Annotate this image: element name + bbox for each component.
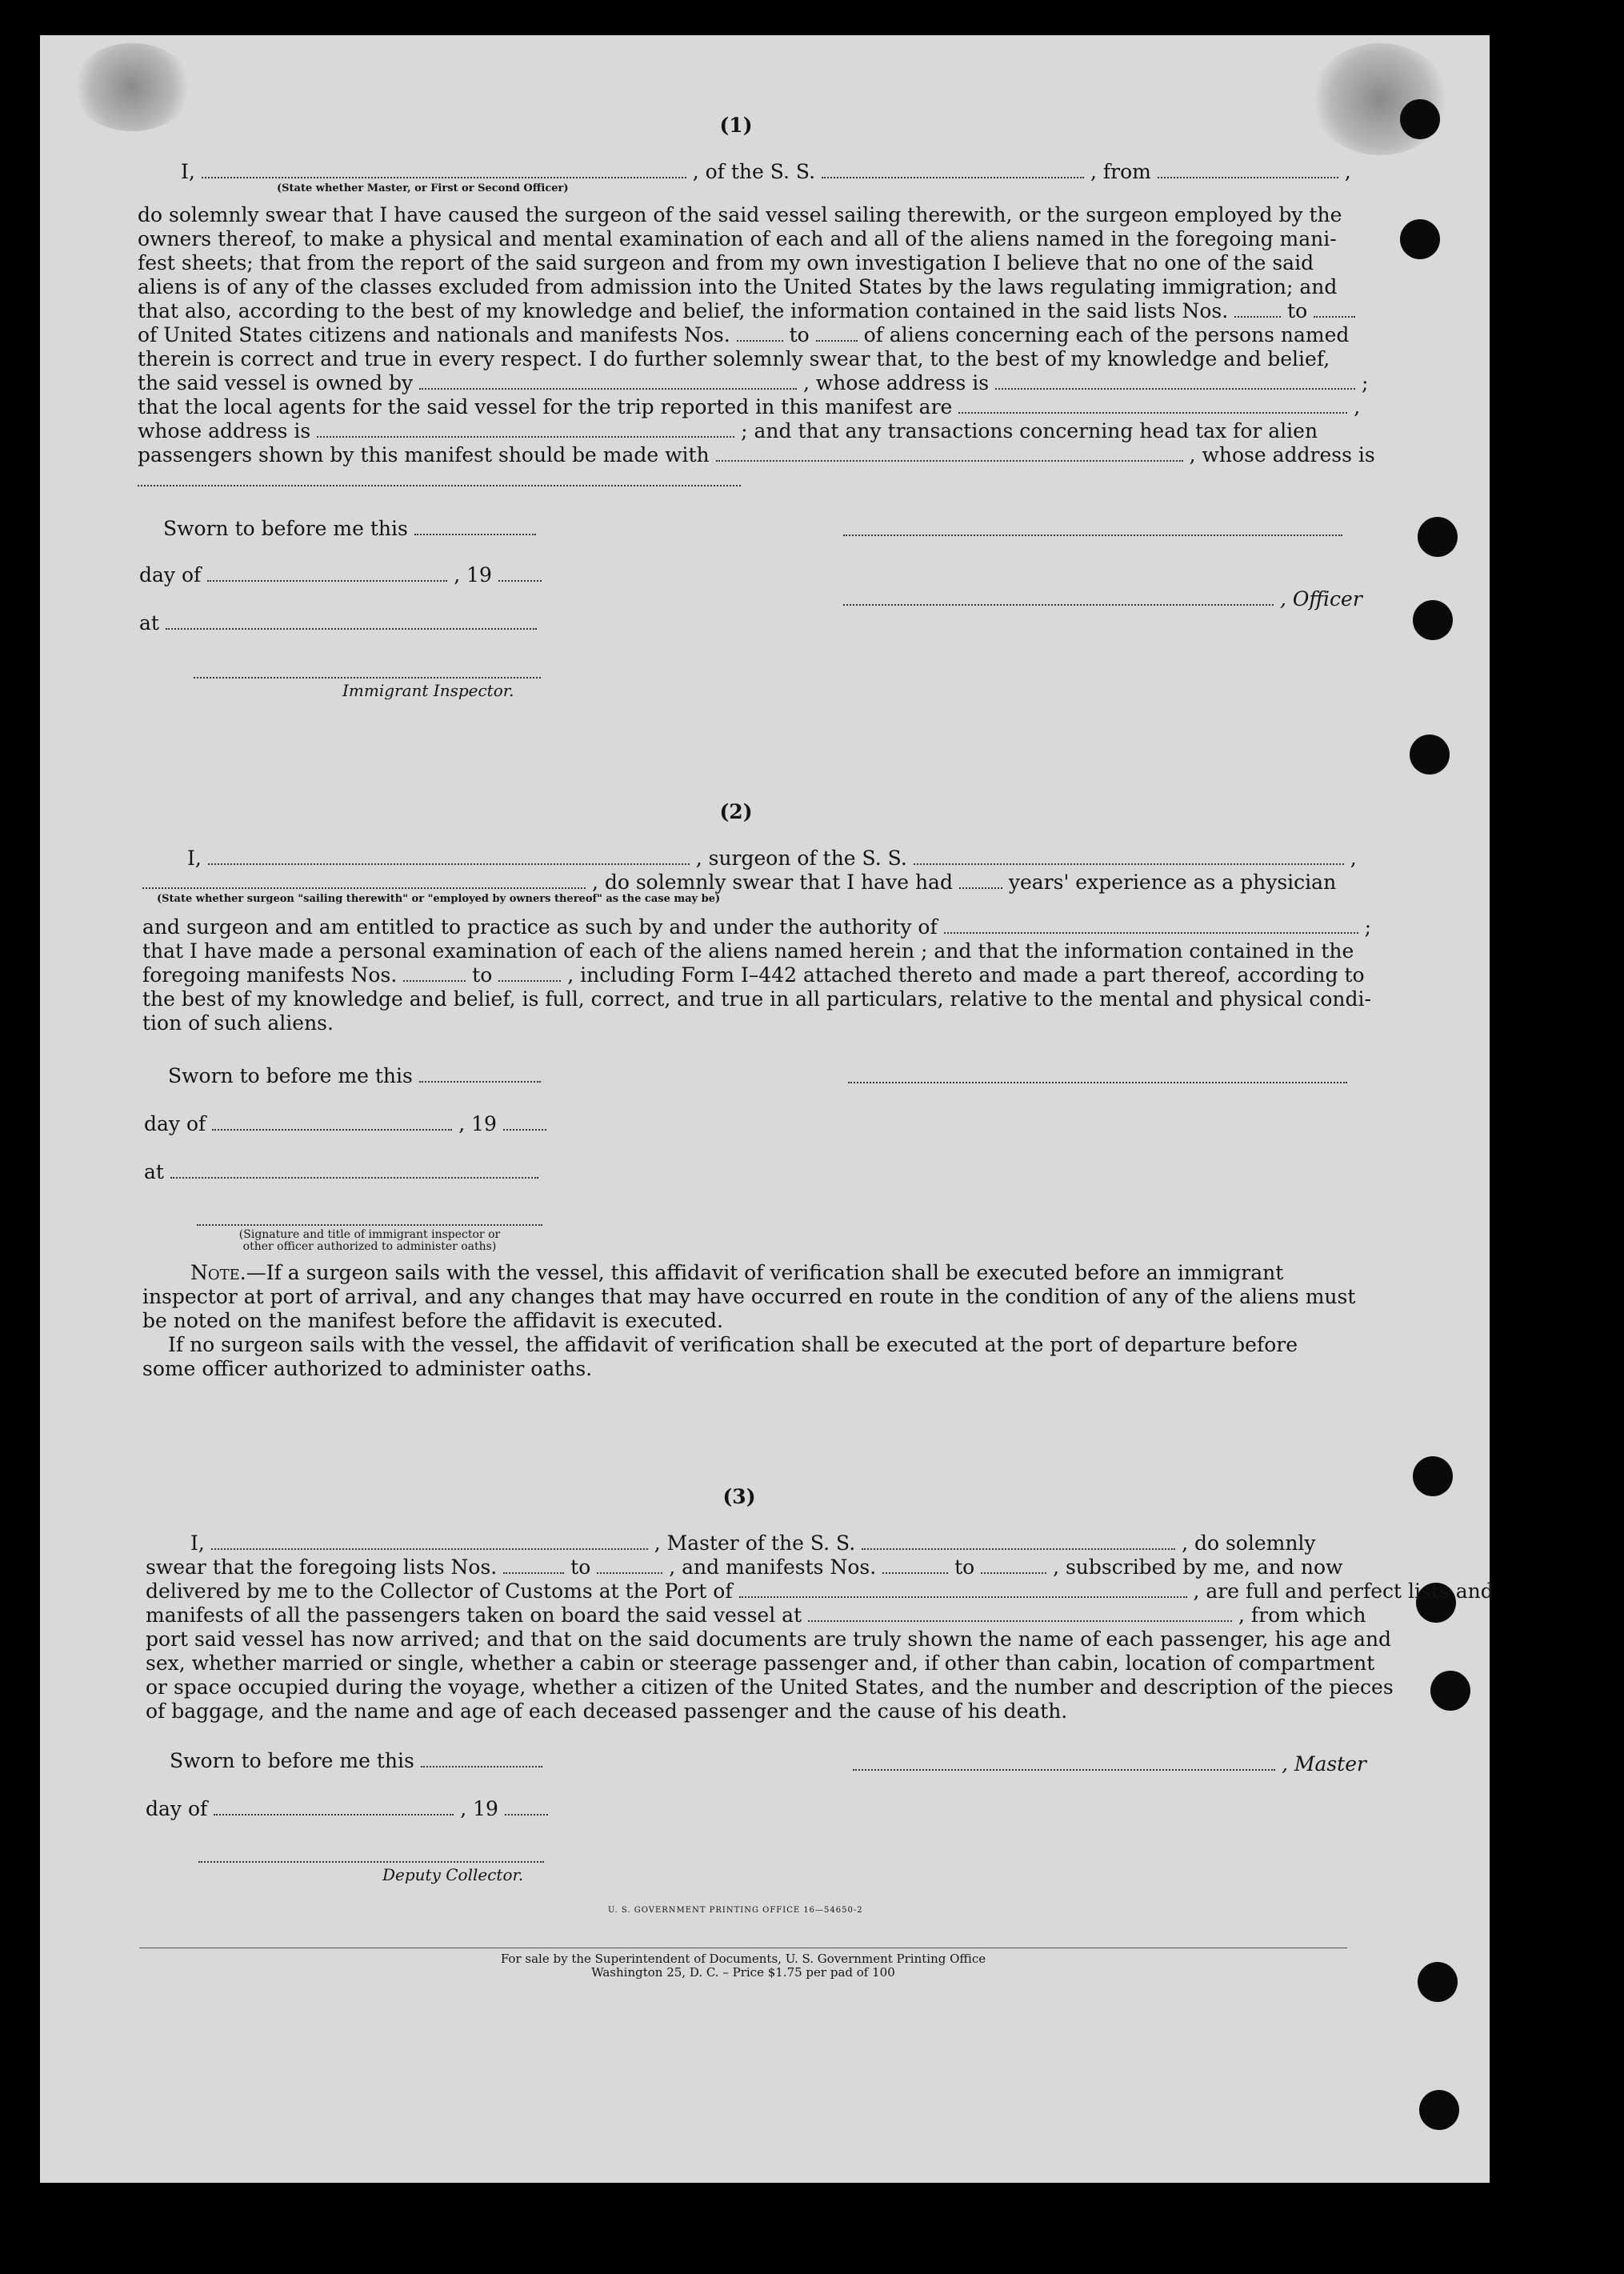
surgeon-signature-blank[interactable] — [848, 1082, 1347, 1083]
note-paragraph: inspector at port of arrival, and any changes that may have occurred en route in the condition of any of the aliens must — [142, 1285, 1356, 1308]
master-caption: , Master — [1281, 1752, 1366, 1776]
collector-caption: Deputy Collector. — [382, 1865, 524, 1884]
label: I, — [190, 1531, 205, 1555]
manifest-number-blank[interactable] — [498, 975, 561, 982]
officer-name-blank[interactable] — [202, 172, 686, 178]
paragraph-line: do solemnly swear that I have caused the surgeon of the said vessel sailing therewith, or the surgeon employed by the — [138, 203, 1342, 226]
list-number-blank[interactable] — [1234, 311, 1281, 318]
at-line — [139, 611, 537, 635]
ship-name-blank[interactable] — [862, 1543, 1175, 1550]
officer-signature-blank[interactable] — [843, 534, 1342, 536]
label: , do solemnly — [1182, 1531, 1316, 1555]
oath-line-1 — [181, 160, 1351, 184]
label: , from which — [1238, 1603, 1366, 1627]
master-signature-blank[interactable] — [853, 1764, 1275, 1771]
place-blank[interactable] — [170, 1172, 538, 1179]
sworn-label — [163, 517, 536, 541]
label: to — [472, 963, 493, 987]
list-number-blank[interactable] — [1314, 311, 1355, 318]
punch-hole — [1418, 1962, 1458, 2002]
paragraph-line: owners thereof, to make a physical and mental examination of each and all of the aliens named in the foregoing mani- — [138, 227, 1337, 250]
paragraph-line — [146, 1579, 1494, 1603]
signature-hint: other officer authorized to administer oaths) — [242, 1240, 497, 1253]
inspector-signature-blank[interactable] — [197, 1224, 542, 1226]
owner-address-blank[interactable] — [995, 383, 1355, 390]
section-number: (2) — [719, 800, 753, 823]
label: , whose address is — [1189, 443, 1375, 466]
paragraph-line — [142, 915, 1371, 939]
label: , including Form I–442 attached thereto and made a part thereof, according to — [567, 963, 1365, 987]
manifest-number-blank[interactable] — [403, 975, 466, 982]
year-blank[interactable] — [503, 1124, 546, 1131]
year-blank[interactable] — [498, 575, 542, 582]
punch-hole — [1400, 99, 1440, 139]
paragraph-line: tion of such aliens. — [142, 1011, 334, 1035]
label: —If a surgeon sails with the vessel, this affidavit of verification shall be executed before an immigrant — [246, 1261, 1284, 1284]
corner-stamp-right — [1312, 43, 1448, 155]
agents-blank[interactable] — [958, 407, 1347, 414]
section-number: (1) — [719, 114, 753, 137]
corner-stamp-left — [72, 43, 192, 131]
paragraph-line: aliens is of any of the classes excluded from admission into the United States by the laws regulating immigration; and — [138, 275, 1338, 298]
label: to — [1287, 299, 1308, 322]
printing-office-line: U. S. GOVERNMENT PRINTING OFFICE 16—54650-2 — [608, 1906, 863, 1915]
label: , Master of the S. S. — [654, 1531, 856, 1555]
officer-line — [843, 587, 1362, 611]
paragraph-line: of baggage, and the name and age of each deceased passenger and the cause of his death. — [146, 1699, 1068, 1723]
paragraph-line — [138, 371, 1368, 395]
oath-line-1 — [187, 847, 1357, 871]
label: day of — [139, 563, 202, 587]
sworn-label — [168, 1064, 541, 1088]
punch-hole — [1413, 1456, 1453, 1496]
at-line — [144, 1160, 538, 1184]
label: day of — [144, 1112, 206, 1135]
label: at — [144, 1160, 164, 1183]
paragraph-line — [138, 443, 1375, 467]
paragraph-line — [138, 419, 1318, 443]
paragraph-line: or space occupied during the voyage, whether a citizen of the United States, and the number and description of the pieces — [146, 1675, 1394, 1699]
label: , and manifests Nos. — [669, 1555, 877, 1579]
officer-title-blank[interactable] — [843, 599, 1274, 606]
port-blank[interactable] — [739, 1591, 1187, 1598]
agents-address-blank[interactable] — [317, 431, 734, 438]
punch-hole — [1419, 2090, 1459, 2130]
label: , of the S. S. — [692, 160, 816, 183]
label: that the local agents for the said vessel for the trip reported in this manifest are — [138, 395, 953, 418]
form-sheet — [40, 35, 1494, 2183]
sale-notice: Washington 25, D. C. – Price $1.75 per pad of 100 — [591, 1965, 895, 1980]
manifest-number-blank[interactable] — [737, 335, 783, 342]
label: foregoing manifests Nos. — [142, 963, 398, 987]
list-number-blank[interactable] — [503, 1567, 564, 1574]
manifest-number-blank[interactable] — [882, 1567, 948, 1574]
label: of aliens concerning each of the persons named — [863, 323, 1350, 346]
label: , 19 — [460, 1797, 498, 1820]
note-paragraph — [190, 1261, 1283, 1285]
label: , — [1344, 160, 1351, 183]
sworn-date-blank[interactable] — [421, 1761, 542, 1768]
surgeon-status-blank[interactable] — [142, 883, 586, 889]
label: manifests of all the passengers taken on board the said vessel at — [146, 1603, 802, 1627]
master-name-blank[interactable] — [211, 1543, 648, 1550]
sworn-date-blank[interactable] — [414, 529, 536, 535]
section-number: (3) — [722, 1485, 756, 1508]
day-of-line — [144, 1112, 546, 1136]
punch-hole — [1413, 600, 1453, 640]
label: Sworn to before me this — [163, 517, 408, 540]
label: years' experience as a physician — [1008, 871, 1337, 894]
owner-blank[interactable] — [419, 383, 797, 390]
month-blank[interactable] — [214, 1809, 454, 1816]
label: to — [954, 1555, 975, 1579]
from-port-blank[interactable] — [1158, 172, 1338, 178]
oath-line-2 — [142, 871, 1336, 895]
label: to — [570, 1555, 591, 1579]
label: delivered by me to the Collector of Customs at the Port of — [146, 1579, 733, 1603]
month-blank[interactable] — [212, 1124, 452, 1131]
label: at — [139, 611, 159, 635]
label: , 19 — [458, 1112, 497, 1135]
label: , — [1350, 847, 1357, 870]
master-line — [853, 1752, 1366, 1776]
head-tax-contact-blank[interactable] — [716, 455, 1183, 462]
label: , from — [1090, 160, 1151, 183]
authority-blank[interactable] — [944, 927, 1358, 934]
note-paragraph: be noted on the manifest before the affidavit is executed. — [142, 1309, 723, 1332]
place-blank[interactable] — [166, 623, 537, 630]
punch-hole — [1400, 219, 1440, 259]
punch-hole — [1418, 517, 1458, 557]
label: Sworn to before me this — [168, 1064, 413, 1087]
sale-notice: For sale by the Superintendent of Documents, U. S. Government Printing Office — [500, 1952, 986, 1966]
label: the said vessel is owned by — [138, 371, 414, 394]
note-paragraph: If no surgeon sails with the vessel, the affidavit of verification shall be executed at the port of departure before — [168, 1333, 1298, 1356]
year-blank[interactable] — [505, 1809, 548, 1816]
paragraph-line: sex, whether married or single, whether a cabin or steerage passenger and, if other than cabin, location of compartment — [146, 1651, 1375, 1675]
label: , — [1354, 395, 1361, 418]
label: I, — [187, 847, 202, 870]
month-blank[interactable] — [207, 575, 447, 582]
day-of-line — [139, 563, 542, 587]
label: , whose address is — [803, 371, 990, 394]
ship-name-blank[interactable] — [914, 859, 1344, 865]
paragraph-line: that I have made a personal examination of each of the aliens named herein ; and that the information contained in the — [142, 939, 1354, 963]
label: ; and that any transactions concerning head tax for alien — [741, 419, 1318, 442]
paragraph-line — [138, 395, 1360, 419]
label: whose address is — [138, 419, 311, 442]
surgeon-name-blank[interactable] — [208, 859, 690, 865]
paragraph-line — [146, 1555, 1342, 1579]
ship-name-blank[interactable] — [822, 172, 1084, 178]
inspector-caption: Immigrant Inspector. — [342, 681, 514, 700]
label: to — [789, 323, 810, 346]
label: that also, according to the best of my knowledge and belief, the information contained in the said lists Nos. — [138, 299, 1229, 322]
boarding-port-blank[interactable] — [808, 1615, 1232, 1622]
address-blank[interactable] — [138, 485, 741, 486]
label: , 19 — [454, 563, 492, 587]
day-of-line — [146, 1797, 548, 1821]
manifest-number-blank[interactable] — [981, 1567, 1046, 1574]
sworn-label — [170, 1749, 542, 1773]
punch-hole — [1410, 735, 1450, 775]
paragraph-line — [142, 963, 1365, 987]
paragraph-line — [138, 299, 1355, 323]
signature-hint: (Signature and title of immigrant inspector or — [238, 1228, 501, 1241]
label: day of — [146, 1797, 208, 1820]
label: ; — [1364, 915, 1372, 939]
label: , do solemnly swear that I have had — [591, 871, 953, 894]
paragraph-line — [138, 323, 1349, 347]
years-experience-blank[interactable] — [959, 883, 1002, 889]
label: and surgeon and am entitled to practice as such by and under the authority of — [142, 915, 938, 939]
label: Sworn to before me this — [170, 1749, 414, 1772]
punch-hole — [1430, 1671, 1470, 1711]
list-number-blank[interactable] — [597, 1567, 662, 1574]
label: , subscribed by me, and now — [1053, 1555, 1343, 1579]
label: of United States citizens and nationals and manifests Nos. — [138, 323, 730, 346]
paragraph-line: therein is correct and true in every respect. I do further solemnly swear that, to the best of my knowledge and belief, — [138, 347, 1330, 370]
paragraph-line: port said vessel has now arrived; and that on the said documents are truly shown the name of each passenger, his age and — [146, 1627, 1392, 1651]
note-heading: Note. — [190, 1261, 246, 1284]
officer-caption: , Officer — [1279, 587, 1362, 611]
paragraph-line: fest sheets; that from the report of the said surgeon and from my own investigation I believe that no one of the said — [138, 251, 1314, 274]
label: ; — [1362, 371, 1369, 394]
label: swear that the foregoing lists Nos. — [146, 1555, 498, 1579]
note-paragraph: some officer authorized to administer oaths. — [142, 1357, 593, 1380]
label: , surgeon of the S. S. — [695, 847, 907, 870]
field-hint: (State whether surgeon "sailing therewith" or "employed by owners thereof" as the case may be) — [157, 893, 721, 905]
field-hint: (State whether Master, or First or Second Officer) — [277, 182, 569, 194]
paragraph-line — [146, 1603, 1366, 1627]
label: I, — [181, 160, 195, 183]
sworn-date-blank[interactable] — [419, 1076, 541, 1083]
label: , are full and perfect lists and — [1193, 1579, 1494, 1603]
paragraph-line: the best of my knowledge and belief, is full, correct, and true in all particulars, relative to the mental and physical condi- — [142, 987, 1371, 1011]
oath-line-1 — [190, 1531, 1316, 1555]
label: passengers shown by this manifest should be made with — [138, 443, 710, 466]
manifest-number-blank[interactable] — [816, 335, 858, 342]
